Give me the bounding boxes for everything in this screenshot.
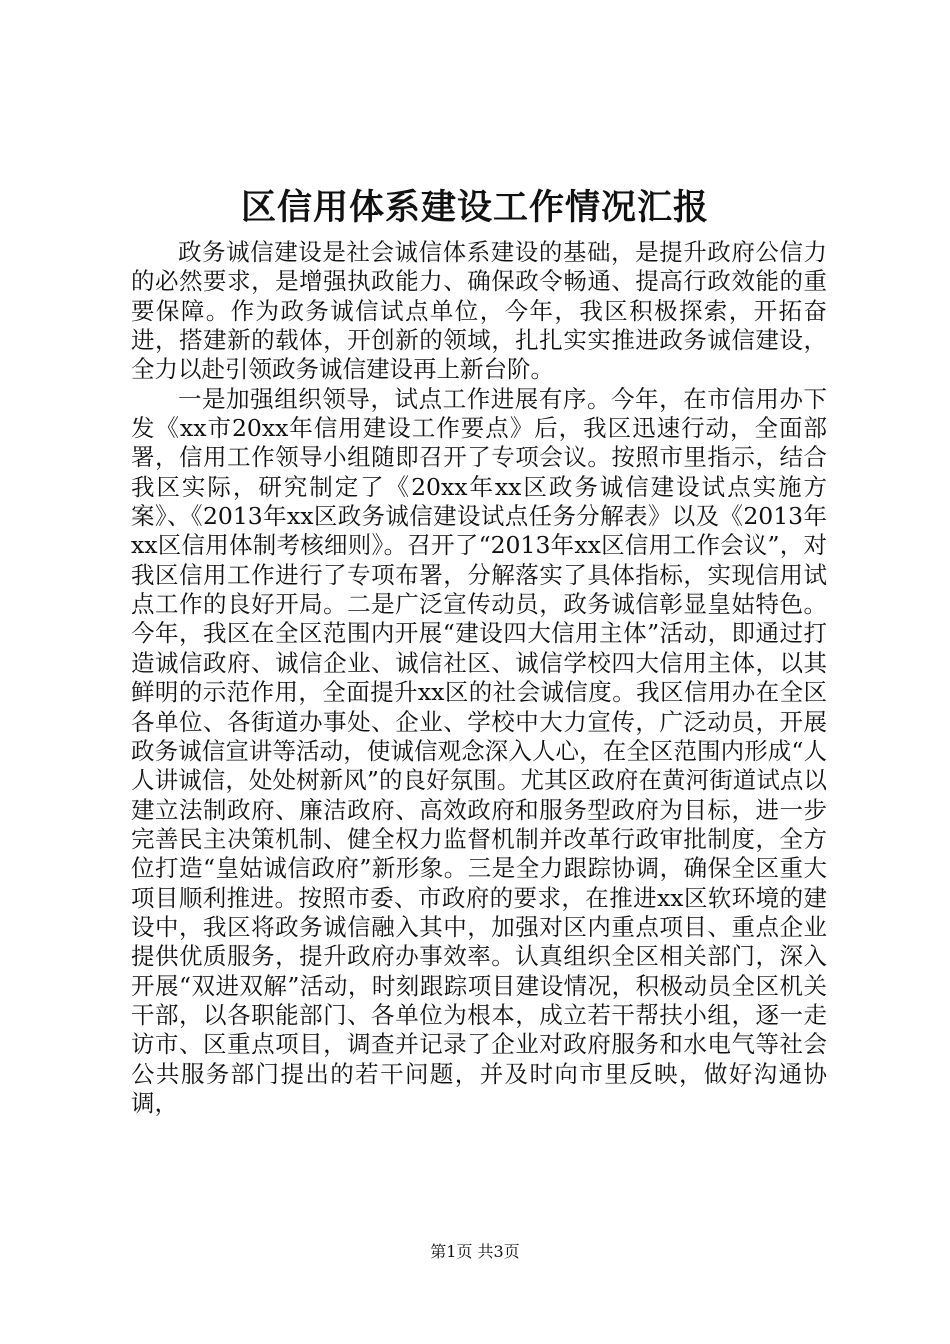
page-number-footer: 第1页 共3页	[430, 1242, 520, 1261]
document-body	[131, 238, 827, 1118]
paragraph-intro: 政务诚信建设是社会诚信体系建设的基础，是提升政府公信力的必然要求，是增强执政能力、确保政令畅通、提高行政效能的重要保障。作为政务诚信试点单位，今年，我区积极探索，开拓奋进，搭建新的载体，开创新的领域，扎扎实实推进政务诚信建设，全力以赴引领政务诚信建设再上新台阶。	[131, 238, 827, 384]
document-title: 区信用体系建设工作情况汇报	[240, 187, 709, 228]
paragraph-main: 一是加强组织领导，试点工作进展有序。今年，在市信用办下发《xx市20xx年信用建设工作要点》后，我区迅速行动，全面部署，信用工作领导小组随即召开了专项会议。按照市里指示，结合我区实际，研究制定了《20xx年xx区政务诚信建设试点实施方案》、《2013年xx区政务诚信建设试点任务分解表》以及《2013年xx区信用体制考核细则》。召开了“2013年xx区信用工作会议”，对我区信用工作进行了专项布署，分解落实了具体指标，实现信用试点工作的良好开局。二是广泛宣传动员，政务诚信彰显皇姑特色。今年，我区在全区范围内开展“建设四大信用主体”活动，即通过打造诚信政府、诚信企业、诚信社区、诚信学校四大信用主体，以其鲜明的示范作用，全面提升xx区的社会诚信度。我区信用办在全区各单位、各街道办事处、企业、学校中大力宣传，广泛动员，开展政务诚信宣讲等活动，使诚信观念深入人心，在全区范围内形成“人人讲诚信，处处树新风”的良好氛围。尤其区政府在黄河街道试点以建立法制政府、廉洁政府、高效政府和服务型政府为目标，进一步完善民主决策机制、健全权力监督机制并改革行政审批制度，全方位打造“皇姑诚信政府”新形象。三是全力跟踪协调，确保全区重大项目顺利推进。按照市委、市政府的要求，在推进xx区软环境的建设中，我区将政务诚信融入其中，加强对区内重点项目、重点企业提供优质服务，提升政府办事效率。认真组织全区相关部门，深入开展“双进双解”活动，时刻跟踪项目建设情况，积极动员全区机关干部，以各职能部门、各单位为根本，成立若干帮扶小组，逐一走访市、区重点项目，调查并记录了企业对政府服务和水电气等社会公共服务部门提出的若干问题，并及时向市里反映，做好沟通协调，	[131, 384, 827, 1117]
